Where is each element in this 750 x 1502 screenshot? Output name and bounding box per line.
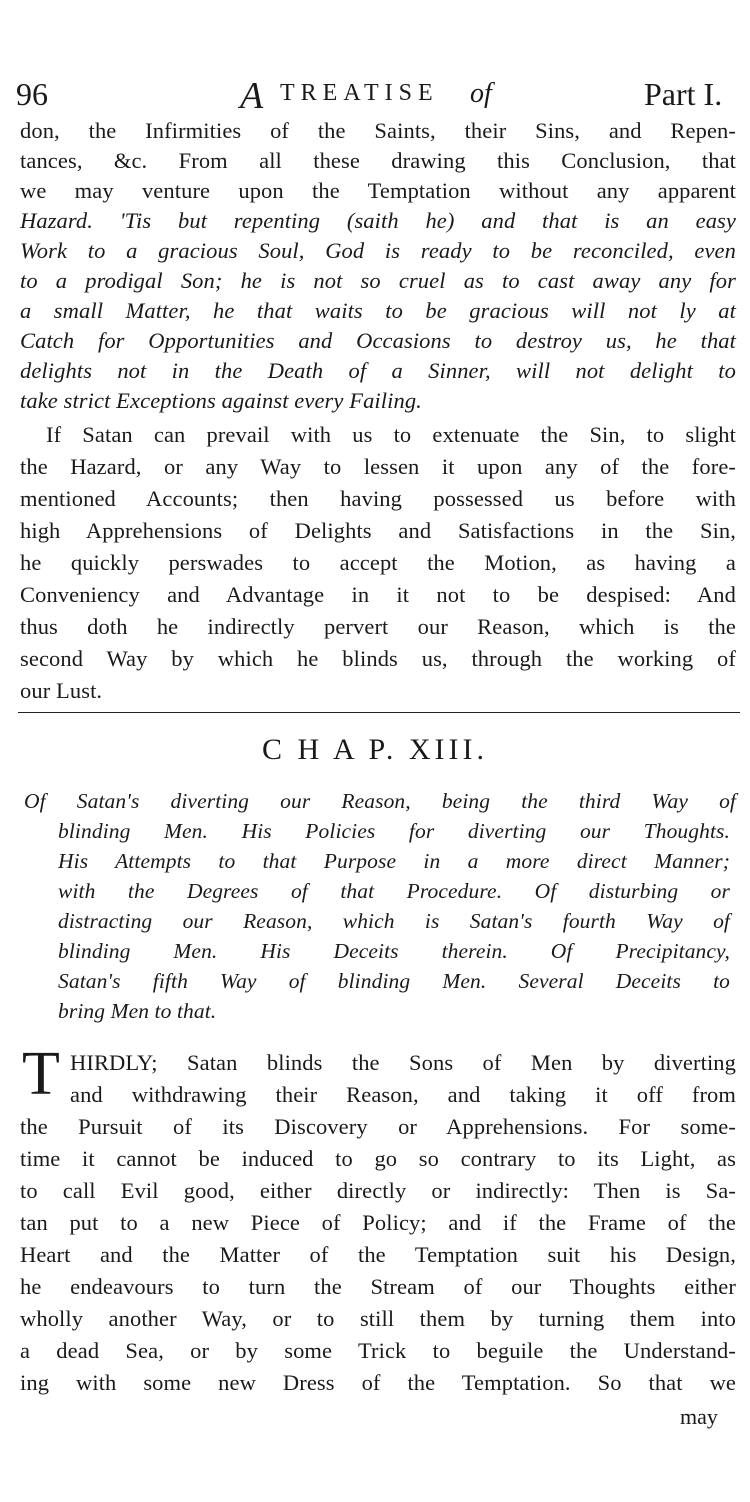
text-line: tan put to a new Piece of Policy; and if the Frame of the [20,1210,736,1235]
summary-line: bring Men to that. [58,999,217,1023]
text-line: take strict Exceptions against every Failing. [20,388,422,413]
part-label: Part I. [644,76,723,112]
text-line: Heart and the Matter of the Temptation suit his Design, [20,1242,736,1267]
running-title: TREATISE [280,80,439,106]
chapter-heading: C H A P. XIII. [261,733,489,766]
summary-line: His Attempts to that Purpose in a more direct Manner; [58,849,730,873]
running-header [10,76,740,116]
text-line: a dead Sea, or by some Trick to beguile the Understand- [20,1338,736,1363]
summary-line: blinding Men. His Policies for diverting our Thoughts. [58,819,730,843]
text-line: ing with some new Dress of the Temptation. So that we [20,1370,736,1395]
text-line: Catch for Opportunities and Occasions to destroy us, he that [20,328,736,353]
text-line: don, the Infirmities of the Saints, their Sins, and Repen- [20,118,736,143]
text-line: he quickly perswades to accept the Motion, as having a [20,550,736,575]
text-line: our Lust. [20,678,103,703]
text-line: wholly another Way, or to still them by turning them into [20,1306,736,1331]
text-line: Conveniency and Advantage in it not to be despised: And [20,582,736,607]
text-line: a small Matter, he that waits to be gracious will not ly at [20,298,736,323]
running-title-initial: A [240,75,264,117]
text-line: to a prodigal Son; he is not so cruel as to cast away any for [20,268,736,293]
text-line: If Satan can prevail with us to extenuate the Sin, to slight [46,422,736,447]
text-line: to call Evil good, either directly or indirectly: Then is Sa- [20,1178,736,1203]
summary-line: distracting our Reason, which is Satan's fourth Way of [58,909,730,933]
text-line: Work to a gracious Soul, God is ready to be reconciled, even [20,238,736,263]
section-divider [18,712,740,713]
text-line: mentioned Accounts; then having possessed us before with [20,486,736,511]
text-line: time it cannot be induced to go so contrary to its Light, as [20,1146,736,1171]
text-line: HIRDLY; Satan blinds the Sons of Men by diverting [70,1050,736,1075]
text-line: Hazard. 'Tis but repenting (saith he) and that is an easy [20,208,736,233]
summary-line: with the Degrees of that Procedure. Of disturbing or [58,879,730,903]
text-line: the Hazard, or any Way to lessen it upon any of the fore- [20,454,736,479]
text-line: he endeavours to turn the Stream of our Thoughts either [20,1274,736,1299]
catchword: may [680,1404,718,1429]
text-line: second Way by which he blinds us, through the working of [20,646,736,671]
summary-line: blinding Men. His Deceits therein. Of Precipitancy, [58,939,730,963]
text-line: thus doth he indirectly pervert our Reason, which is the [20,614,736,639]
text-line: high Apprehensions of Delights and Satisfactions in the Sin, [20,518,736,543]
running-title-of: of [470,78,492,109]
text-line: and withdrawing their Reason, and taking it off from [70,1082,736,1107]
text-line: the Pursuit of its Discovery or Apprehensions. For some- [20,1114,736,1139]
page-number: 96 [16,76,48,112]
summary-line: Satan's fifth Way of blinding Men. Several Deceits to [58,969,730,993]
summary-line: Of Satan's diverting our Reason, being the third Way of [24,789,736,813]
text-line: we may venture upon the Temptation without any apparent [20,178,736,203]
text-line: delights not in the Death of a Sinner, will not delight to [20,358,736,383]
drop-cap: T [22,1040,60,1108]
text-line: tances, &c. From all these drawing this Conclusion, that [20,148,736,173]
